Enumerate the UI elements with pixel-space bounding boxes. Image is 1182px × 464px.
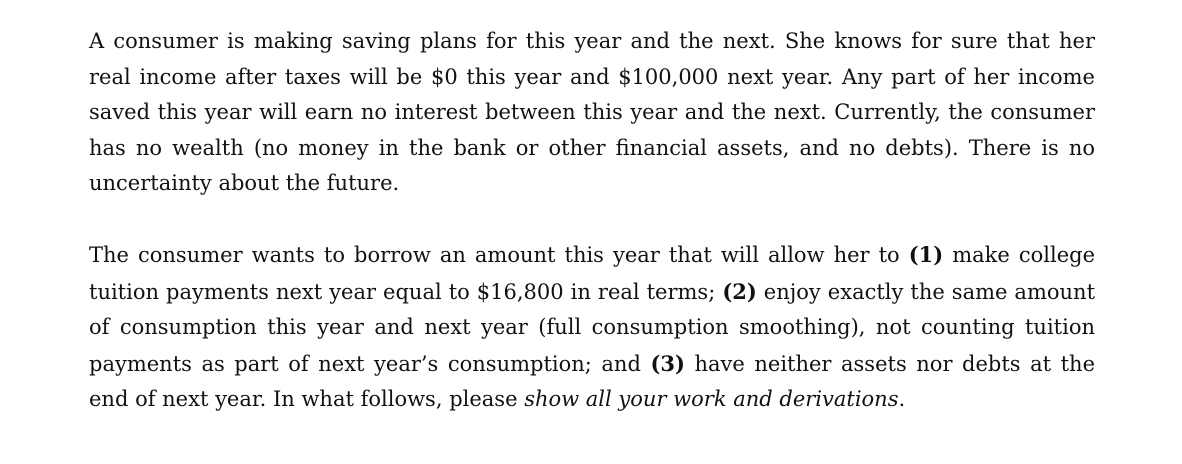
paragraph-2-end: . bbox=[898, 387, 906, 411]
condition-1-number: (1) bbox=[908, 242, 944, 267]
paragraph-1: A consumer is making saving plans for this year and the next. She knows for sure that her real income after taxes will be $0 this year and $100,000 next year. Any part of her income saved this year will earn no interest between this year and the next. Currently, the consumer has no wealth (no money in the bank or other financial assets, and no debts). There is no uncertainty about the future. bbox=[89, 29, 1095, 195]
condition-2-text: enjoy exactly the same amount of consumption this year and next year (full consumption smoothing), not counting tuition payments as part of next year’s consumption; and bbox=[89, 279, 1096, 376]
paragraph-2 bbox=[89, 237, 1095, 418]
condition-3-number: (3) bbox=[650, 350, 685, 376]
instruction-emphasis: show all your work and derivations bbox=[524, 387, 899, 411]
problem-statement bbox=[89, 24, 1095, 418]
condition-1-text: make college tuition payments next year equal to $16,800 in real terms; bbox=[89, 243, 1096, 304]
paragraph-2-intro: The consumer wants to borrow an amount this year that will allow her to bbox=[89, 243, 909, 267]
condition-3-text: have neither assets nor debts at the end of next year. In what follows, please bbox=[89, 351, 1095, 411]
condition-2-number: (2) bbox=[722, 278, 757, 304]
